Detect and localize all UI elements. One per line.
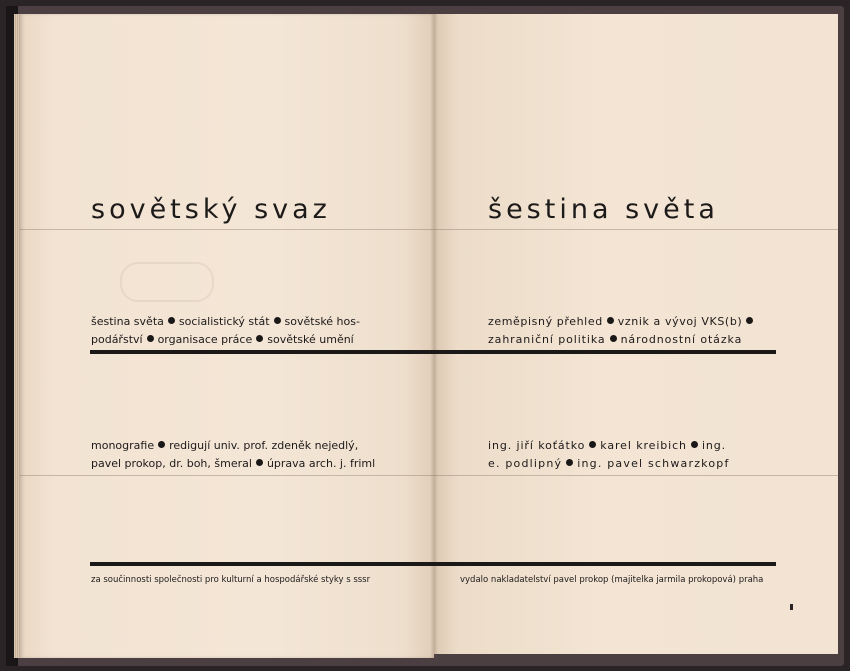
contents-item: národnostní otázka [620,333,743,346]
contents-item: zeměpisný přehled [488,315,603,328]
bullet-icon [168,317,175,324]
editors-item: monografie [91,439,155,452]
contents-item: podářství [91,333,143,346]
contents-item: šestina světa [91,315,164,328]
fold-line-top [20,229,838,230]
contents-item: zahraniční politika [488,333,606,346]
left-editors-line-2 [91,454,375,474]
editors-item: redigují univ. prof. zdeněk nejedlý, [169,439,359,452]
author-item: karel kreibich [600,439,687,452]
author-item: ing. jiří koťátko [488,439,586,452]
contents-item: organisace práce [157,333,253,346]
right-title: šestina světa [488,194,719,225]
contents-item: sovětské umění [267,333,354,346]
right-authors-line-1 [488,436,726,456]
bullet-icon [746,317,753,324]
fold-line-bottom [20,475,838,476]
right-footer: vydalo nakladatelství pavel prokop (majitelka jarmila prokopová) praha [460,575,764,585]
bullet-icon [610,335,617,342]
left-contents-line-1 [91,312,360,332]
left-contents-line-2 [91,330,354,350]
bleed-through-stamp [120,262,214,302]
bullet-icon [256,459,263,466]
bullet-icon [691,441,698,448]
bullet-icon [607,317,614,324]
bullet-icon [566,459,573,466]
bullet-icon [147,335,154,342]
ink-speck [790,604,793,610]
author-item: e. podlipný [488,457,563,470]
bullet-icon [256,335,263,342]
left-editors-line-1 [91,436,358,456]
contents-item: vznik a vývoj VKS(b) [617,315,743,328]
author-item: ing. pavel schwarzkopf [577,457,730,470]
editors-item: úprava arch. j. friml [266,457,376,470]
contents-item: socialistický stát [178,315,270,328]
divider-bar-lower [90,562,776,566]
bullet-icon [158,441,165,448]
left-footer: za součinnosti společnosti pro kulturní a hospodářské styky s sssr [91,575,371,585]
editors-item: pavel prokop, dr. boh, šmeral [91,457,252,470]
author-item: ing. [701,439,727,452]
right-authors-line-2 [488,454,730,474]
left-title: sovětský svaz [91,194,331,225]
right-contents-line-2 [488,330,742,350]
right-contents-line-1 [488,312,757,332]
bullet-icon [274,317,281,324]
divider-bar-upper [90,350,776,354]
contents-item: sovětské hos- [284,315,360,328]
bullet-icon [589,441,596,448]
